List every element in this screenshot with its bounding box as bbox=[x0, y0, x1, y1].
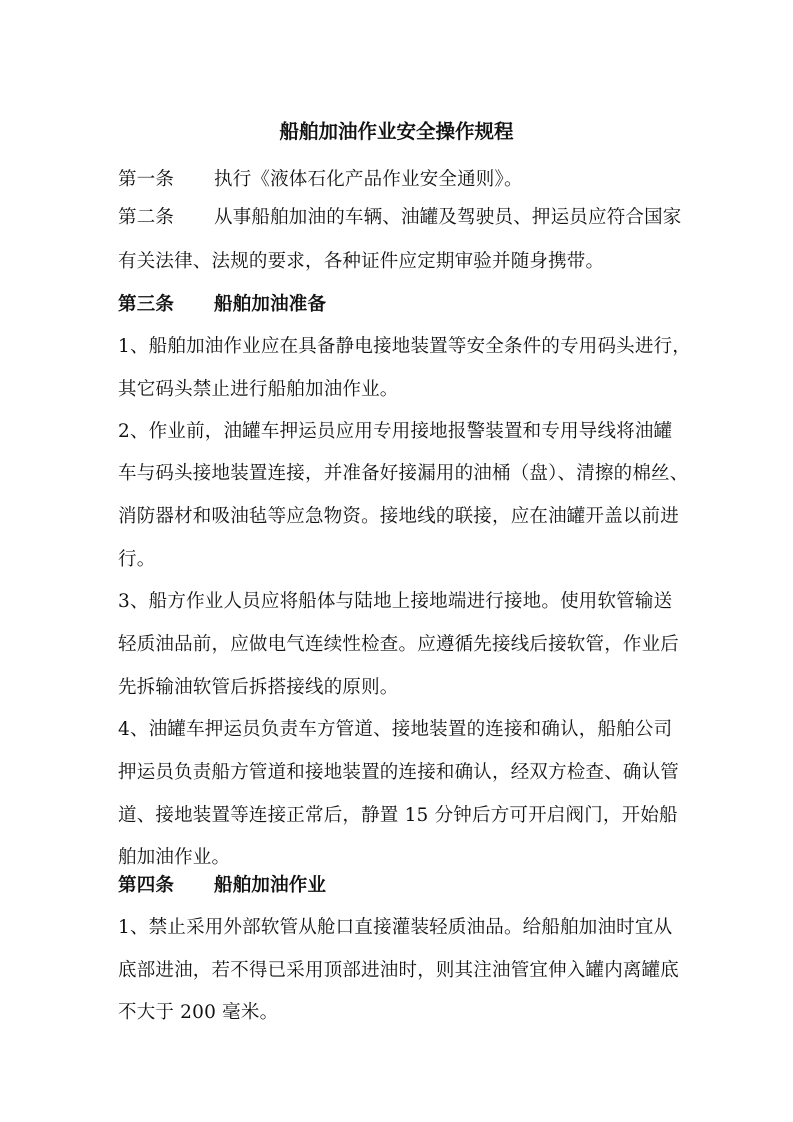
paragraph-line: 轻质油品前，应做电气连续性检查。应遵循先接线后接软管，作业后 bbox=[118, 634, 680, 655]
article-label: 第一条 bbox=[118, 169, 175, 190]
paragraph-line: 先拆输油软管后拆搭接线的原则。 bbox=[118, 677, 399, 698]
paragraph-line: 押运员负责船方管道和接地装置的连接和确认，经双方检查、确认管 bbox=[118, 762, 680, 783]
article-2-continuation: 有关法律、法规的要求，各种证件应定期审验并随身携带。 bbox=[118, 251, 605, 272]
paragraph-line: 道、接地装置等连接正常后，静置 15 分钟后方可开启阀门，开始船 bbox=[118, 805, 678, 826]
section-heading: 船舶加油作业 bbox=[214, 875, 327, 896]
article-label: 第四条 bbox=[118, 875, 175, 896]
paragraph-line: 消防器材和吸油毡等应急物资。接地线的联接，应在油罐开盖以前进 bbox=[118, 506, 680, 527]
paragraph-line: 行。 bbox=[118, 549, 156, 570]
paragraph-line: 其它码头禁止进行船舶加油作业。 bbox=[118, 379, 399, 400]
article-label: 第二条 bbox=[118, 207, 175, 228]
paragraph-line: 2、作业前，油罐车押运员应用专用接地报警装置和专用导线将油罐 bbox=[118, 421, 673, 442]
article-4-heading bbox=[118, 874, 326, 898]
paragraph-line: 舶加油作业。 bbox=[118, 847, 231, 868]
paragraph-line: 4、油罐车押运员负责车方管道、接地装置的连接和确认，船舶公司 bbox=[118, 719, 673, 740]
article-label: 第三条 bbox=[118, 294, 175, 315]
article-2 bbox=[118, 206, 682, 230]
article-1 bbox=[118, 168, 523, 192]
article-3-heading bbox=[118, 293, 326, 317]
paragraph-line: 车与码头接地装置连接，并准备好接漏用的油桶（盘）、清擦的棉丝、 bbox=[118, 463, 689, 484]
paragraph-line: 1、禁止采用外部软管从舱口直接灌装轻质油品。给船舶加油时宜从 bbox=[118, 917, 673, 938]
paragraph-line: 不大于 200 毫米。 bbox=[118, 1002, 279, 1023]
article-text: 从事船舶加油的车辆、油罐及驾驶员、押运员应符合国家 bbox=[214, 207, 682, 228]
paragraph-line: 底部进油，若不得已采用顶部进油时，则其注油管宜伸入罐内离罐底 bbox=[118, 960, 680, 981]
section-heading: 船舶加油准备 bbox=[214, 294, 327, 315]
paragraph-line: 3、船方作业人员应将船体与陆地上接地端进行接地。使用软管输送 bbox=[118, 591, 673, 612]
paragraph-line: 1、船舶加油作业应在具备静电接地装置等安全条件的专用码头进行， bbox=[118, 336, 691, 357]
article-text: 执行《液体石化产品作业安全通则》。 bbox=[214, 169, 523, 190]
document-title: 船舶加油作业安全操作规程 bbox=[279, 120, 514, 143]
